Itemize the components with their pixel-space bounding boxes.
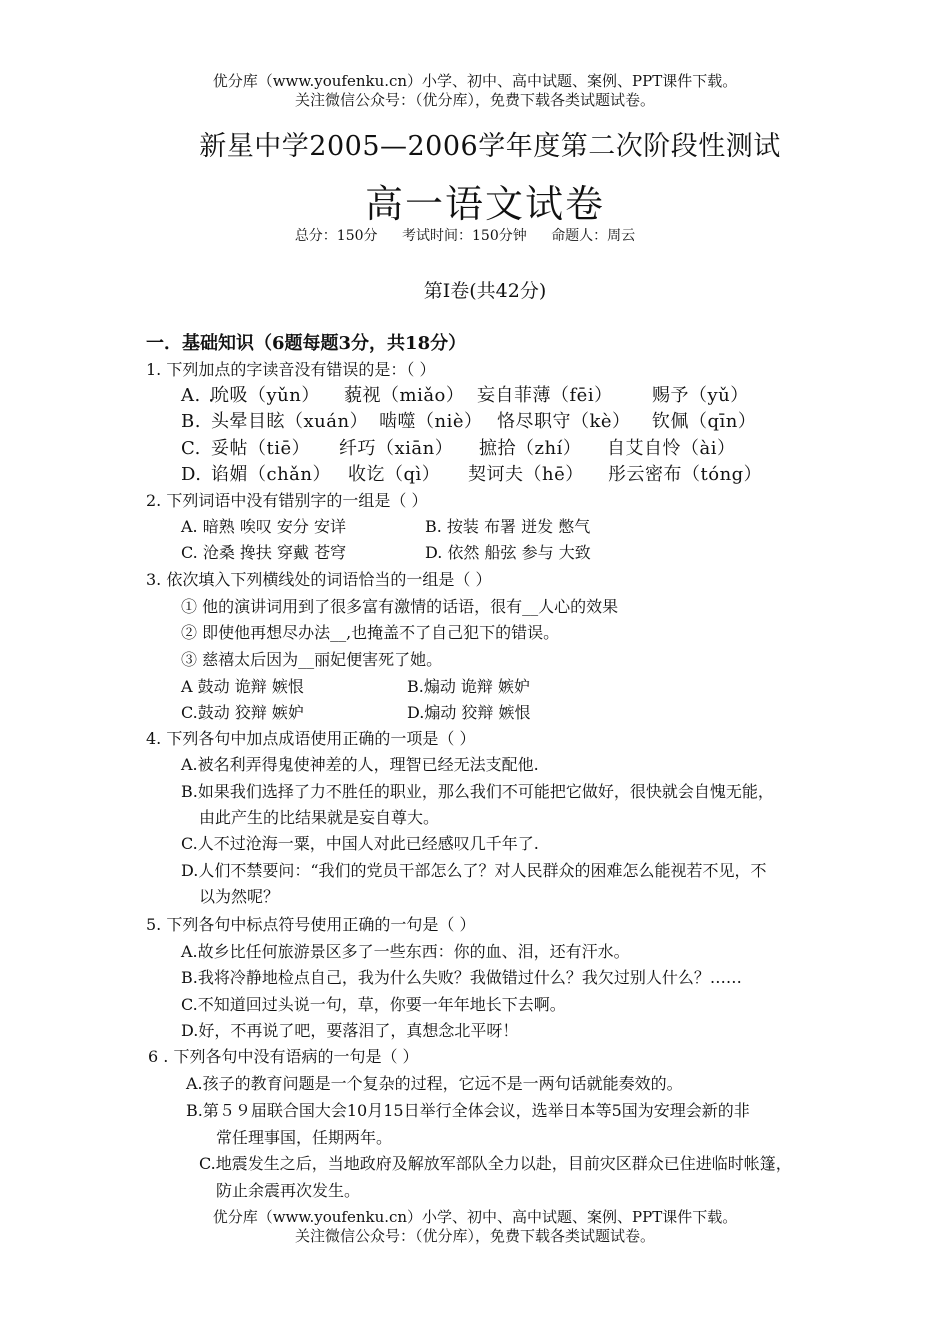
q4-option-d-line1: D.人们不禁要问：“我们的党员干部怎么了？对人民群众的困难怎么能视若不见，不 (181, 861, 767, 880)
q4-option-d-line2: 以为然呢？ (199, 887, 280, 906)
q3-option-b: B.煽动 诡辩 嫉妒 (407, 677, 531, 696)
q6-option-c-line1: C.地震发生之后，当地政府及解放军部队全力以赴，目前灾区群众已住进临时帐篷， (199, 1154, 792, 1173)
q6-option-c-line2: 防止余震再次发生。 (216, 1181, 361, 1200)
q3-option-d: D.煽动 狡辩 嫉恨 (407, 703, 531, 722)
q6-option-a: A.孩子的教育问题是一个复杂的过程，它远不是一两句话就能奏效的。 (186, 1074, 683, 1093)
q4-option-b-line1: B.如果我们选择了力不胜任的职业，那么我们不可能把它做好，很快就会自愧无能， (181, 782, 774, 801)
q1-d-3: 契诃夫（hē） (468, 464, 584, 485)
exam-author: 命题人：周云 (551, 228, 636, 244)
footer-line-2: 关注微信公众号：（优分库），免费下载各类试题试卷。 (294, 1227, 655, 1245)
q1-a-4: 赐予（yǔ） (652, 385, 749, 406)
q3-option-a: A 鼓动 诡辩 嫉恨 (181, 677, 304, 696)
q6-option-b-line2: 常任理事国，任期两年。 (216, 1128, 393, 1147)
q1-c-1: 妥帖（tiē） (211, 438, 311, 459)
q4-option-a: A.被名利弄得鬼使神差的人，理智已经无法支配他. (181, 755, 539, 774)
q6-stem: 6 . 下列各句中没有语病的一句是（ ） (148, 1047, 419, 1066)
q1-option-a (181, 381, 749, 407)
exam-time: 考试时间：150分钟 (402, 228, 527, 244)
q4-option-c: C.人不过沧海一粟，中国人对此已经感叹几千年了. (181, 834, 539, 853)
q1-option-b (181, 407, 756, 433)
q1-b-2: 啮噬（niè） (379, 411, 483, 432)
q2-option-c: C. 沧桑 搀扶 穿戴 苍穹 (181, 543, 347, 562)
q5-option-a: A.故乡比任何旅游景区多了一些东西：你的血、泪，还有汗水。 (181, 942, 630, 961)
q1-c-3: 摭拾（zhí） (479, 438, 582, 459)
q2-option-b: B. 按装 布署 迸发 憋气 (425, 517, 591, 536)
total-score: 总分：150分 (294, 228, 378, 244)
q1-d-4: 彤云密布（tóng） (608, 464, 763, 485)
q5-option-b: B.我将冷静地检点自己，我为什么失败？我做错过什么？我欠过别人什么？…… (181, 968, 742, 987)
exam-meta (0, 225, 930, 245)
q3-sentence-1: ① 他的演讲词用到了很多富有激情的话语，很有__人心的效果 (181, 597, 619, 616)
q1-d-1: 谄媚（chǎn） (211, 464, 331, 485)
q6-option-b-line1: B.第５９届联合国大会10月15日举行全体会议，选举日本等5国为安理会新的非 (186, 1101, 750, 1120)
q3-stem: 3. 依次填入下列横线处的词语恰当的一组是（ ） (146, 570, 492, 589)
q2-option-a: A. 暗熟 唉叹 安分 安详 (181, 517, 346, 536)
subject-title: 高一语文试卷 (364, 182, 605, 226)
q3-sentence-2: ② 即使他再想尽办法__,也掩盖不了自己犯下的错误。 (181, 623, 560, 642)
q1-c-2: 纤巧（xiān） (339, 438, 454, 459)
q5-stem: 5. 下列各句中标点符号使用正确的一句是（ ） (146, 915, 476, 934)
q1-a-label: A. (181, 385, 201, 406)
header-line-1: 优分库（www.youfenku.cn）小学、初中、高中试题、案例、PPT课件下载。 (212, 72, 738, 90)
volume-title: 第Ⅰ卷(共42分) (423, 280, 547, 302)
q1-c-label: C. (181, 438, 201, 459)
q1-d-label: D. (181, 464, 202, 485)
q2-stem: 2. 下列词语中没有错别字的一组是（ ） (146, 491, 428, 510)
q5-option-c: C.不知道回过头说一句，草，你要一年年地长下去啊。 (181, 995, 566, 1014)
footer-line-1: 优分库（www.youfenku.cn）小学、初中、高中试题、案例、PPT课件下载。 (212, 1208, 738, 1226)
q3-option-c: C.鼓动 狡辩 嫉妒 (181, 703, 304, 722)
q4-stem: 4. 下列各句中加点成语使用正确的一项是（ ） (146, 729, 476, 748)
q1-a-2: 藐视（miǎo） (344, 385, 465, 406)
q1-option-d (181, 460, 762, 486)
q1-b-label: B. (181, 411, 201, 432)
q3-sentence-3: ③ 慈禧太后因为__丽妃便害死了她。 (181, 650, 443, 669)
section-heading: 一．基础知识（6题每题3分，共18分） (146, 333, 467, 354)
q1-a-3: 妄自菲薄（fēi） (477, 385, 613, 406)
q1-a-1: 吮吸（yǔn） (211, 385, 320, 406)
q1-d-2: 收讫（qì） (348, 464, 441, 485)
school-title: 新星中学2005—2006学年度第二次阶段性测试 (199, 131, 781, 162)
q5-option-d: D.好，不再说了吧，要落泪了，真想念北平呀！ (181, 1021, 519, 1040)
q1-c-4: 自艾自怜（ài） (607, 438, 736, 459)
q1-b-1: 头晕目眩（xuán） (211, 411, 369, 432)
header-line-2: 关注微信公众号：（优分库），免费下载各类试题试卷。 (294, 91, 655, 109)
q4-option-b-line2: 由此产生的比结果就是妄自尊大。 (199, 808, 440, 827)
q1-option-c (181, 434, 736, 460)
q1-stem: 1. 下列加点的字读音没有错误的是：（ ） (146, 360, 436, 379)
q1-b-3: 恪尽职守（kè） (497, 411, 631, 432)
q1-b-4: 钦佩（qīn） (652, 411, 757, 432)
q2-option-d: D. 依然 船弦 参与 大致 (425, 543, 591, 562)
